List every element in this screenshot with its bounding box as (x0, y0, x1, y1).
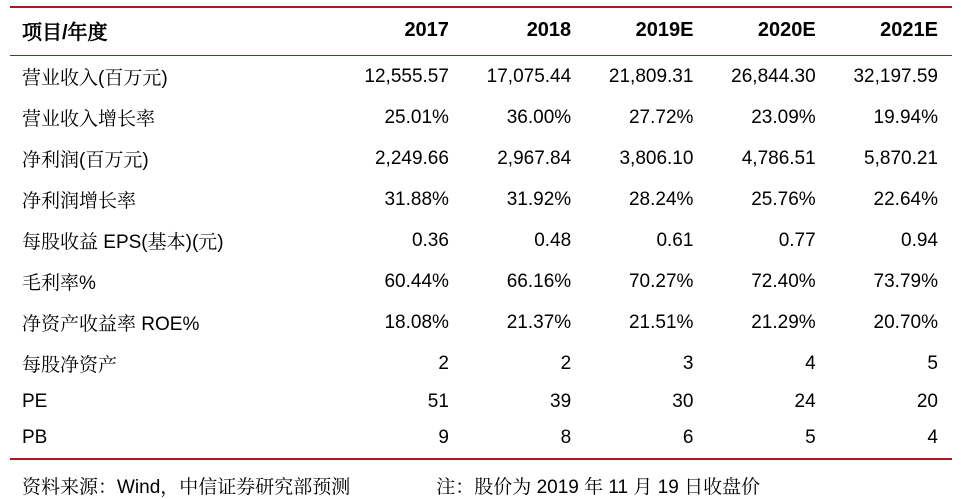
cell-value: 31.88% (384, 188, 449, 210)
column-header-2017: 2017 (341, 7, 463, 56)
table-row (10, 138, 952, 179)
cell-value: 17,075.44 (486, 65, 572, 87)
table-row (10, 343, 952, 384)
cell-value: 3,806.10 (619, 147, 694, 169)
cell-value: 21,809.31 (608, 65, 694, 87)
cell-value: 0.61 (656, 229, 694, 251)
cell-value: 6 (585, 420, 707, 459)
table-row (10, 261, 952, 302)
cell-value: 23.09% (751, 106, 816, 128)
cell-value: 2,967.84 (497, 147, 572, 169)
cell-value: 60.44% (384, 270, 449, 292)
cell-value: 0.77 (778, 229, 816, 251)
cell-value: 26,844.30 (731, 65, 816, 87)
cell-value: 31.92% (506, 188, 572, 210)
cell-value: 4,786.51 (741, 147, 816, 169)
cell-value: 19.94% (873, 106, 938, 128)
cell-value: 24 (794, 391, 816, 412)
cell-value: 21.51% (628, 311, 694, 333)
row-label: 净利润增长率 (22, 191, 137, 212)
cell-value: 0.36 (411, 229, 449, 251)
financial-summary-table (10, 6, 952, 460)
cell-value: 25.01% (384, 106, 449, 128)
table-row (10, 384, 952, 420)
cell-value: 51 (427, 391, 449, 412)
table-body (10, 56, 952, 460)
source-note: 资料来源：Wind，中信证券研究部预测 (22, 477, 351, 498)
table-footnote (10, 460, 952, 499)
cell-value: 2,249.66 (374, 147, 449, 169)
row-label: 毛利率% (22, 273, 96, 294)
cell-value: 32,197.59 (853, 65, 938, 87)
row-label: PE (22, 391, 48, 412)
table-row (10, 220, 952, 261)
cell-value: 20.70% (873, 311, 938, 333)
column-header-2019e: 2019E (585, 7, 707, 56)
cell-value: 5 (927, 352, 938, 374)
cell-value: 20 (916, 391, 938, 412)
cell-value: 2 (560, 352, 572, 374)
cell-value: 36.00% (506, 106, 572, 128)
row-label: PB (10, 420, 341, 459)
cell-value: 73.79% (873, 270, 938, 292)
column-header-item: 项目/年度 (10, 7, 341, 56)
table-row (10, 56, 952, 98)
cell-value: 22.64% (873, 188, 938, 210)
table-row (10, 302, 952, 343)
cell-value: 9 (341, 420, 463, 459)
table-header (10, 7, 952, 56)
row-label: 每股收益 EPS(基本)(元) (22, 232, 224, 253)
cell-value: 8 (463, 420, 585, 459)
cell-value: 5,870.21 (864, 147, 938, 169)
cell-value: 25.76% (751, 188, 816, 210)
cell-value: 0.48 (534, 229, 572, 251)
cell-value: 18.08% (384, 311, 449, 333)
column-header-2021e: 2021E (830, 7, 952, 56)
cell-value: 39 (550, 391, 572, 412)
financial-summary-table-figure (0, 6, 962, 498)
cell-value: 21.37% (506, 311, 572, 333)
cell-value: 4 (830, 420, 952, 459)
cell-value: 30 (672, 391, 694, 412)
cell-value: 28.24% (628, 188, 694, 210)
table-row (10, 179, 952, 220)
cell-value: 27.72% (628, 106, 694, 128)
cell-value: 3 (682, 352, 694, 374)
cell-value: 0.94 (901, 229, 938, 251)
cell-value: 2 (438, 352, 449, 374)
row-label: 营业收入增长率 (22, 109, 156, 130)
table-row (10, 420, 952, 459)
table-row (10, 97, 952, 138)
cell-value: 21.29% (751, 311, 816, 333)
cell-value: 70.27% (628, 270, 694, 292)
column-header-2018: 2018 (463, 7, 585, 56)
row-label: 净利润(百万元) (22, 150, 149, 171)
cell-value: 12,555.57 (364, 65, 449, 87)
row-label: 营业收入(百万元) (22, 68, 168, 89)
price-note: 注：股价为 2019 年 11 月 19 日收盘价 (436, 477, 761, 498)
cell-value: 5 (707, 420, 829, 459)
cell-value: 4 (805, 352, 816, 374)
row-label: 每股净资产 (22, 355, 118, 376)
table-header-row (10, 7, 952, 56)
row-label: 净资产收益率 ROE% (22, 314, 200, 335)
cell-value: 66.16% (506, 270, 572, 292)
cell-value: 72.40% (751, 270, 816, 292)
column-header-2020e: 2020E (707, 7, 829, 56)
